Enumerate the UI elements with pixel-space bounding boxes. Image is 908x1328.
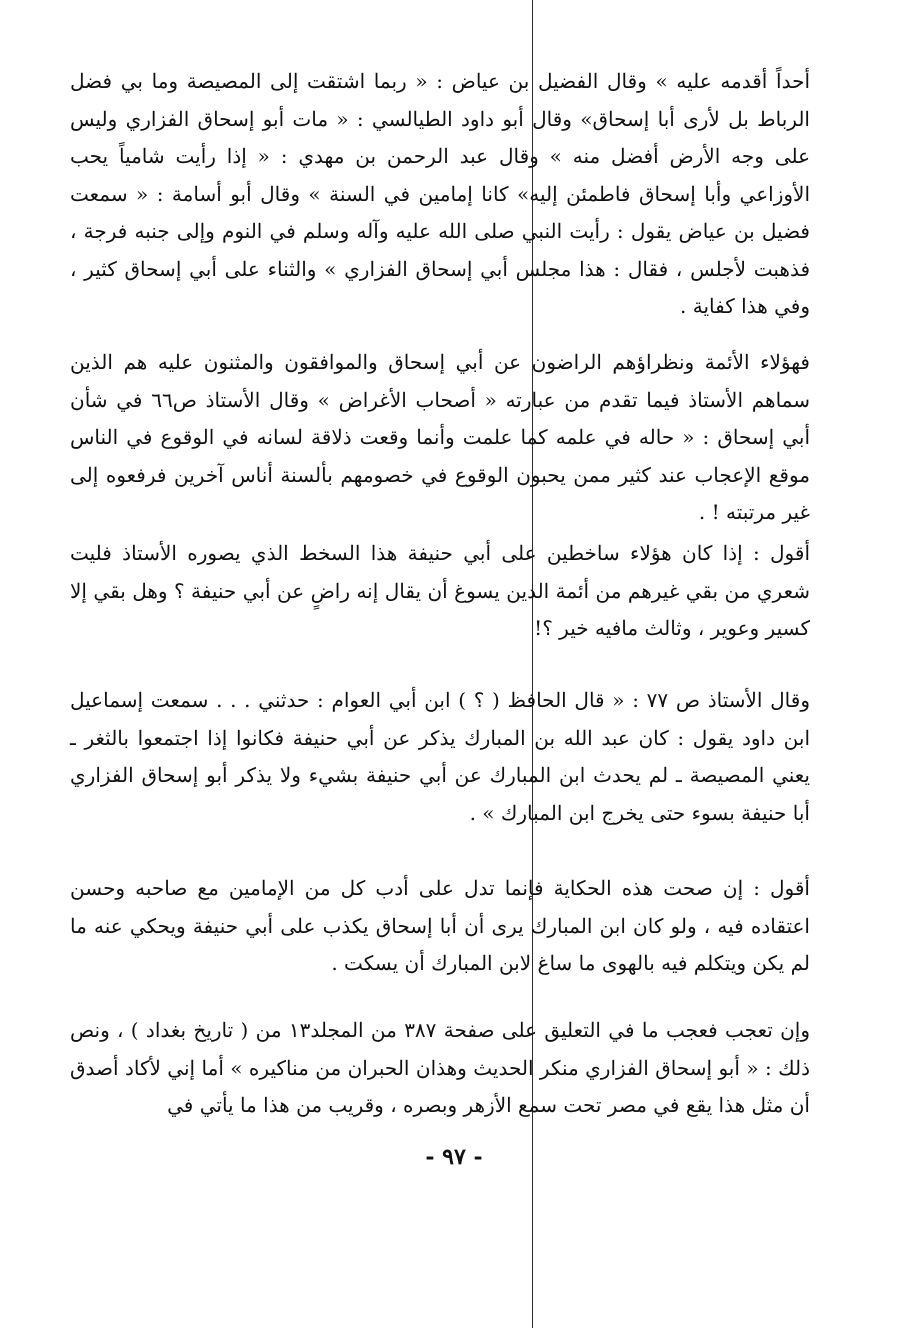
paragraph-3: أقول : إذا كان هؤلاء ساخطين على أبي حنيفة هذا السخط الذي يصوره الأستاذ فليت شعري من بقي غيرهم من أئمة الدين يسوغ أن يقال إنه راضٍ عن أبي حنيفة ؟ وهل بقي إلا كسير وعوير ، وثالث مافيه خير ؟! bbox=[70, 541, 810, 640]
paragraph-2: فهؤلاء الأئمة ونظراؤهم الراضون عن أبي إسحاق والموافقون والمثنون عليه هم الذين سماهم الأستاذ فيما تقدم من عبارته « أصحاب الأغراض » وقال الأستاذ ص٦٦ في شأن أبي إسحاق : « حاله في علمه كما علمت وأنما وقعت ذلاقة لسانه في الوقوع في الناس موقع الإعجاب عند كثير ممن يحبون الوقوع في خصومهم بألسنة أناس آخرين فرفعوه إلى غير مرتبته ! . bbox=[70, 350, 810, 524]
paragraph-5: أقول : إن صحت هذه الحكاية فإنما تدل على أدب كل من الإمامين مع صاحبه وحسن اعتقاده فيه ، ولو كان ابن المبارك يرى أن أبا إسحاق يكذب على أبي حنيفة ويحكي عنه ما لم يكن ويتكلم فيه بالهوى ما ساغ لابن المبارك أن يسكت . bbox=[70, 876, 810, 975]
paragraph-6: وإن تعجب فعجب ما في التعليق على صفحة ٣٨٧ من المجلد١٣ من ( تاريخ بغداد ) ، ونص ذلك : « أبو إسحاق الفزاري منكر الحديث وهذان الحبران من مناكيره » أما إني لأكاد أصدق أن مثل هذا يقع في مصر تحت سمع الأزهر وبصره ، وقريب من هذا ما يأتي في bbox=[70, 1018, 811, 1117]
paragraph-4: وقال الأستاذ ص ٧٧ : « قال الحافظ ( ؟ ) ابن أبي العوام : حدثني . . . سمعت إسماعيل ابن داود يقول : كان عبد الله بن المبارك يذكر عن أبي حنيفة فكانوا إذا اجتمعوا بالثغر ـ يعني المصيصة ـ لم يحدث ابن المبارك عن أبي حنيفة بشيء ولا يذكر أبو إسحاق الفزاري أبا حنيفة بسوء حتى يخرج ابن المبارك » . bbox=[70, 688, 810, 825]
page-number: - ٩٧ - bbox=[425, 1144, 483, 1170]
paragraph-1: أحداً أقدمه عليه » وقال الفضيل بن عياض : « ربما اشتقت إلى المصيصة وما بي فضل الرباط بل لأرى أبا إسحاق» وقال أبو داود الطيالسي : « مات أبو إسحاق الفزاري وليس على وجه الأرض أفضل منه » وقال عبد الرحمن بن مهدي : « إذا رأيت شامياً يحب الأوزاعي وأبا إسحاق فاطمئن إليه» كانا إمامين في السنة » وقال أبو أسامة : « سمعت فضيل بن عياض يقول : رأيت النبي صلى الله عليه وآله وسلم في النوم وإلى جنبه فرجة ، فذهبت لأجلس ، فقال : هذا مجلس أبي إسحاق الفزاري » والثناء على أبي إسحاق كثير ، وفي هذا كفاية . bbox=[70, 69, 810, 318]
